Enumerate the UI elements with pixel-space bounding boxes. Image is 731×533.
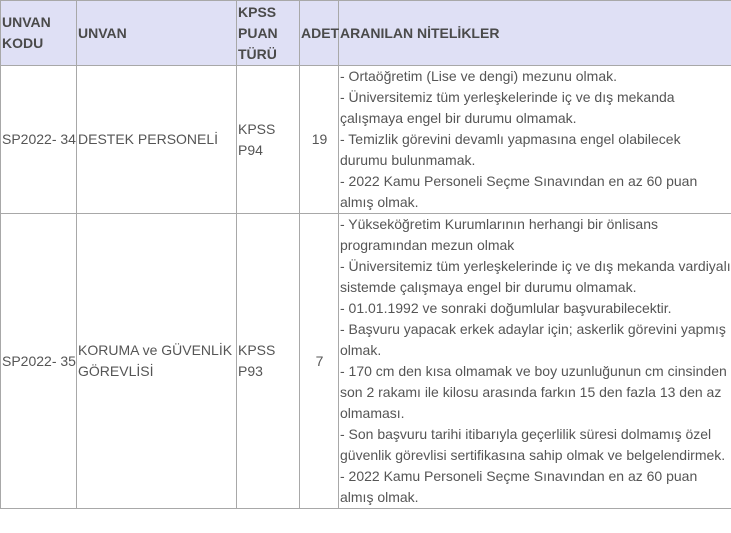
header-requirements: ARANILAN NİTELİKLER [339, 1, 731, 66]
cell-count: 19 [300, 66, 339, 214]
requirement-item: - 170 cm den kısa olmamak ve boy uzunluğunun cm cinsinden son 2 rakamı ile kilosu arasında farkın 15 den fazla 13 den az olmaması. [340, 363, 727, 421]
cell-title: KORUMA ve GÜVENLİK GÖREVLİSİ [77, 214, 237, 509]
header-count: ADET [300, 1, 339, 66]
table-row [1, 214, 731, 509]
requirement-item: - Üniversitemiz tüm yerleşkelerinde iç ve dış mekanda vardiyalı sistemde çalışmaya engel bir durumu olmamak. [340, 258, 731, 295]
cell-requirements [339, 214, 731, 509]
requirement-item: - Üniversitemiz tüm yerleşkelerinde iç ve dış mekanda çalışmaya engel bir durumu olmamak. [340, 89, 675, 126]
header-kpss: KPSS PUAN TÜRÜ [237, 1, 300, 66]
cell-kpss: KPSS P94 [237, 66, 300, 214]
requirement-item: - 2022 Kamu Personeli Seçme Sınavından en az 60 puan almış olmak. [340, 468, 698, 505]
cell-code: SP2022- 34 [1, 66, 77, 214]
header-code: UNVAN KODU [1, 1, 77, 66]
cell-count: 7 [300, 214, 339, 509]
cell-title: DESTEK PERSONELİ [77, 66, 237, 214]
requirement-item: - Temizlik görevini devamlı yapmasına engel olabilecek durumu bulunmamak. [340, 131, 681, 168]
requirement-item: - Yükseköğretim Kurumlarının herhangi bir önlisans programından mezun olmak [340, 216, 659, 253]
cell-requirements [339, 66, 731, 214]
requirement-item: - 2022 Kamu Personeli Seçme Sınavından en az 60 puan almış olmak. [340, 173, 698, 210]
requirement-item: - Son başvuru tarihi itibarıyla geçerlilik süresi dolmamış özel güvenlik görevlisi sertifikasına sahip olmak ve belgelendirmek. [340, 426, 726, 463]
table-row [1, 66, 731, 214]
cell-kpss: KPSS P93 [237, 214, 300, 509]
requirement-item: - Başvuru yapacak erkek adaylar için; askerlik görevini yapmış olmak. [340, 321, 726, 358]
requirement-item: - Ortaöğretim (Lise ve dengi) mezunu olmak. [340, 68, 617, 84]
cell-code: SP2022- 35 [1, 214, 77, 509]
header-row [1, 1, 731, 66]
header-title: UNVAN [77, 1, 237, 66]
requirement-item: - 01.01.1992 ve sonraki doğumlular başvurabilecektir. [340, 300, 672, 316]
